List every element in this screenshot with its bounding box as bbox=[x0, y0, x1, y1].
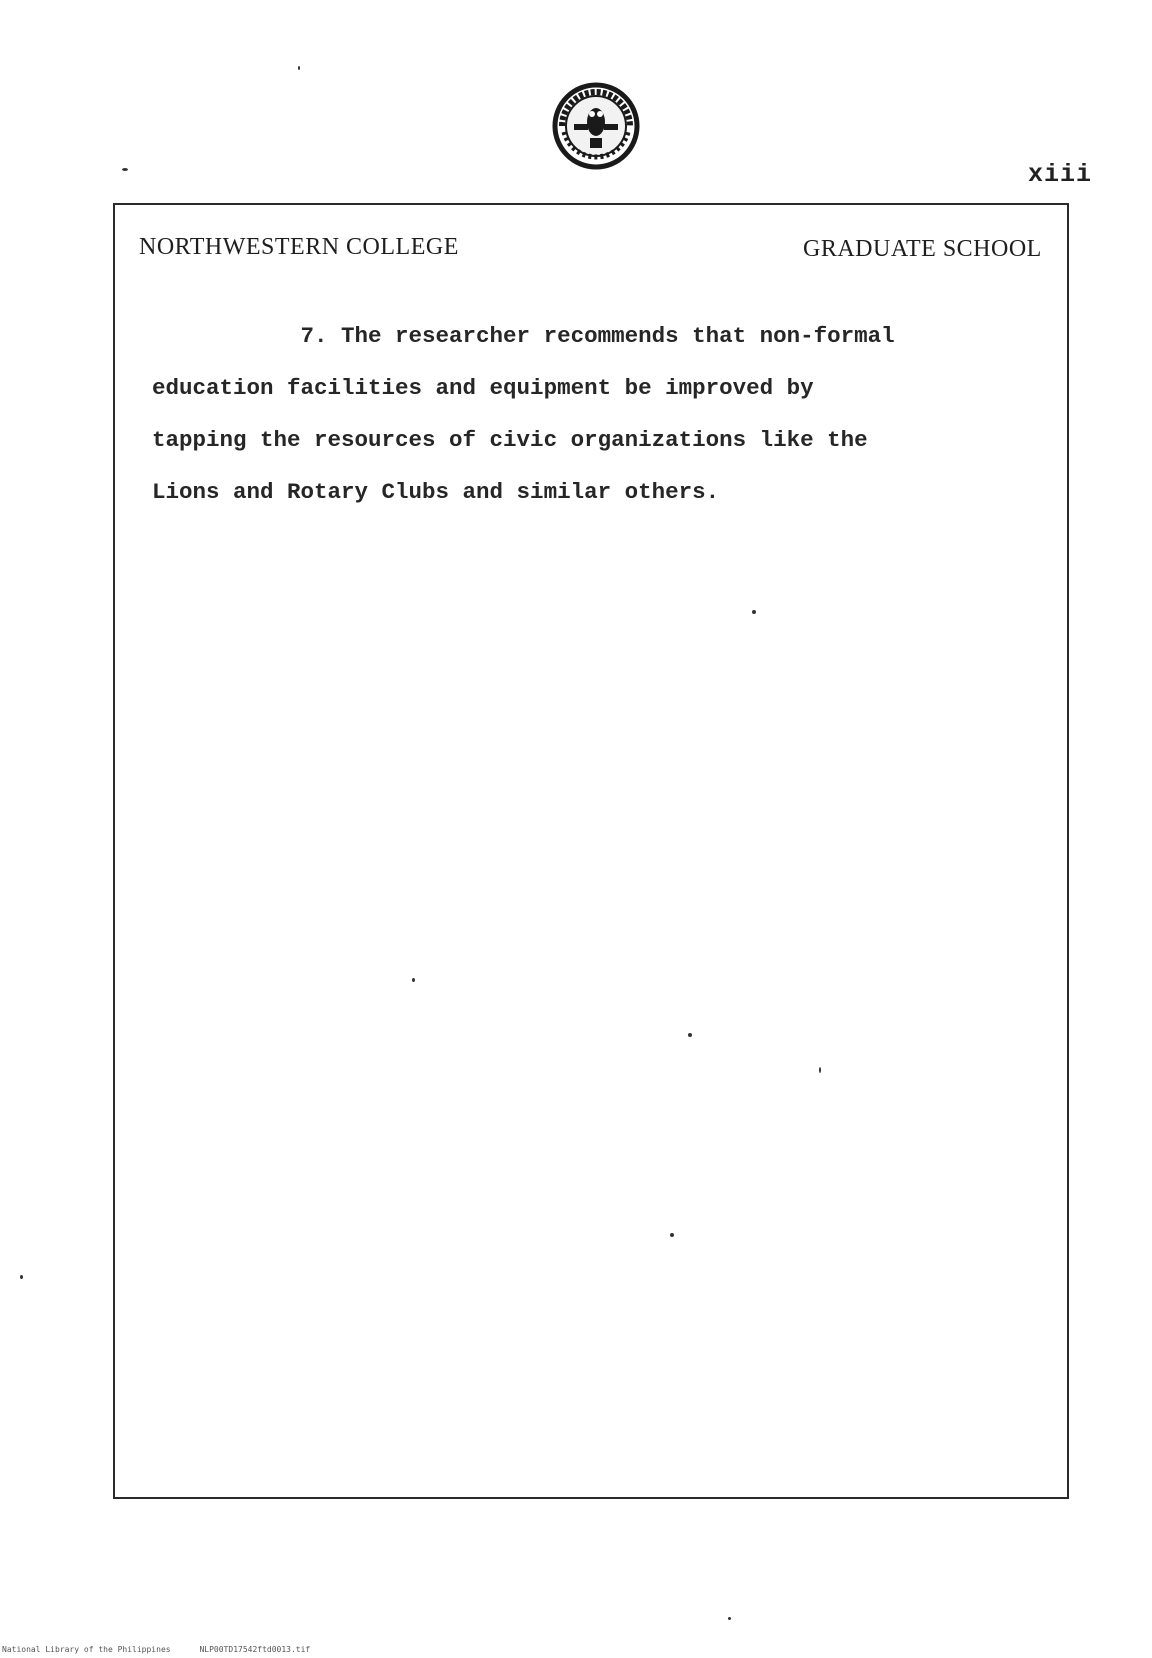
scan-source-footer: National Library of the Philippines NLP00TD17542ftd0013.tif bbox=[2, 1645, 311, 1654]
college-seal-icon bbox=[552, 82, 640, 170]
paragraph-line: 7. The researcher recommends that non-formal bbox=[152, 323, 895, 349]
scan-speck bbox=[728, 1617, 731, 1620]
scan-speck bbox=[298, 66, 300, 70]
scan-speck bbox=[20, 1275, 23, 1279]
scan-speck bbox=[122, 168, 128, 171]
scan-speck bbox=[688, 1033, 692, 1037]
paragraph-line: tapping the resources of civic organizations like the bbox=[152, 427, 868, 453]
school-name: GRADUATE SCHOOL bbox=[803, 236, 1042, 262]
institution-name: NORTHWESTERN COLLEGE bbox=[139, 234, 459, 260]
paragraph-line: Lions and Rotary Clubs and similar others. bbox=[152, 479, 720, 505]
recommendation-paragraph bbox=[152, 310, 1002, 518]
page-number: xiii bbox=[1028, 160, 1093, 189]
scan-speck bbox=[670, 1233, 674, 1237]
scan-speck bbox=[412, 978, 415, 982]
paragraph-line: education facilities and equipment be improved by bbox=[152, 375, 814, 401]
scan-speck bbox=[819, 1067, 821, 1073]
scan-speck bbox=[752, 610, 756, 614]
